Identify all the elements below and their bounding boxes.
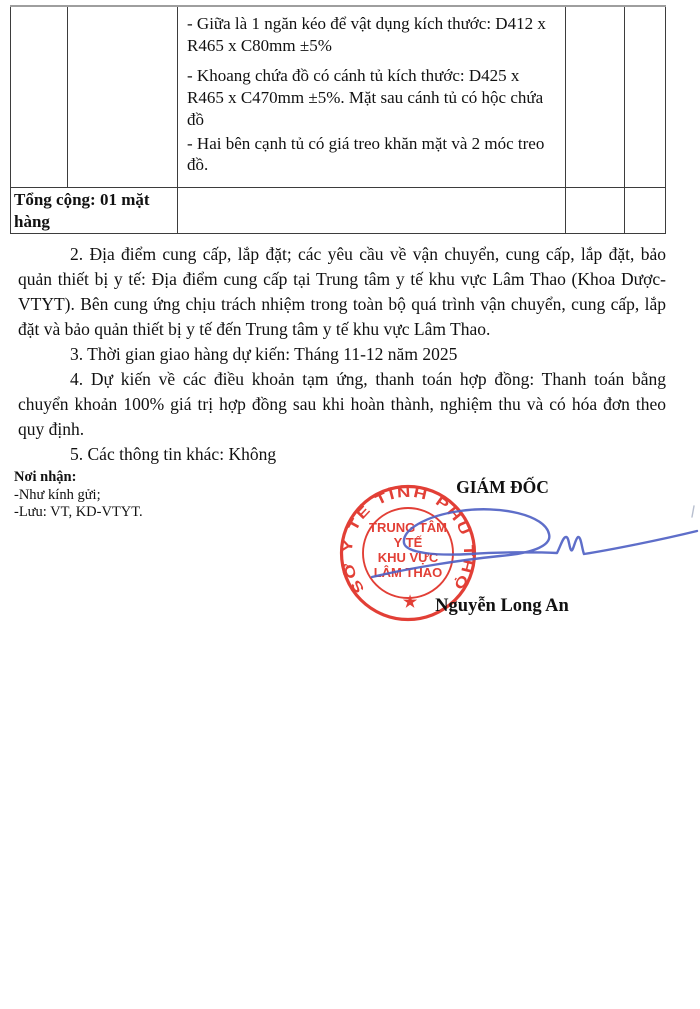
stamp-center-line: Y TẾ xyxy=(393,535,423,550)
paragraph-2: 2. Địa điểm cung cấp, lắp đặt; các yêu cầu về vận chuyển, cung cấp, lắp đặt, bảo quản thiết bị y tế: Địa điểm cung cấp tại Trung tâm y tế khu vực Lâm Thao (Khoa Dược-VTYT). Bên cung ứng chịu trách nhiệm trong toàn bộ quá trình vận chuyển, cung cấp, lắp đặt và bảo quản thiết bị y tế đến Trung tâm y tế khu vực Lâm Thao. xyxy=(18,244,666,339)
spec-paragraph: - Khoang chứa đồ có cánh tủ kích thước: D425 x R465 x C470mm ±5%. Mặt sau cánh tủ có hộc chứa đồ xyxy=(187,66,544,129)
table-cell-description xyxy=(178,6,566,188)
total-row xyxy=(11,188,666,234)
scan-artifact-mark xyxy=(692,506,694,517)
stamp-center-line: KHU VỰC xyxy=(377,550,439,565)
stamp-ring-text: SỞ Y TẾ TỈNH PHÚ THỌ xyxy=(339,484,477,596)
total-row-label: Tổng cộng: 01 mặt hàng xyxy=(11,188,178,234)
body-paragraphs xyxy=(18,242,666,467)
table-cell-index xyxy=(11,6,68,188)
table-cell-empty xyxy=(566,188,625,234)
recipients-line: -Như kính gửi; xyxy=(14,486,101,503)
table-cell-unit xyxy=(625,6,666,188)
spec-paragraph: - Giữa là 1 ngăn kéo để vật dụng kích thước: D412 x R465 x C80mm ±5% xyxy=(187,14,546,55)
spec-table xyxy=(10,5,666,234)
table-row xyxy=(11,6,666,188)
signer-title: GIÁM ĐỐC xyxy=(456,477,549,497)
recipients-title: Nơi nhận: xyxy=(14,469,77,485)
table-cell-empty xyxy=(178,188,566,234)
spec-paragraph: - Hai bên cạnh tủ có giá treo khăn mặt và 2 móc treo đồ. xyxy=(187,133,545,175)
table-cell-name xyxy=(68,6,178,188)
paragraph-3: 3. Thời gian giao hàng dự kiến: Tháng 11-12 năm 2025 xyxy=(70,344,458,364)
stamp-center-line: TRUNG TÂM xyxy=(369,520,447,535)
stamp-center-line: LÂM THAO xyxy=(373,565,443,580)
table-cell-qty xyxy=(566,6,625,188)
signature-stroke xyxy=(372,509,697,577)
recipients-line: -Lưu: VT, KD-VTYT. xyxy=(14,504,143,520)
recipients-block xyxy=(14,469,143,522)
paragraph-5: 5. Các thông tin khác: Không xyxy=(70,444,277,464)
stamp-star-icon: ★ xyxy=(402,594,418,611)
table-cell-empty xyxy=(625,188,666,234)
signature-ink xyxy=(370,495,700,590)
paragraph-4: 4. Dự kiến về các điều khoản tạm ứng, thanh toán hợp đồng: Thanh toán bằng chuyển khoản 100% giá trị hợp đồng sau khi hoàn thành, nghiệm thu và có hóa đơn theo quy định. xyxy=(18,369,666,439)
signer-name: Nguyễn Long An xyxy=(435,596,569,616)
